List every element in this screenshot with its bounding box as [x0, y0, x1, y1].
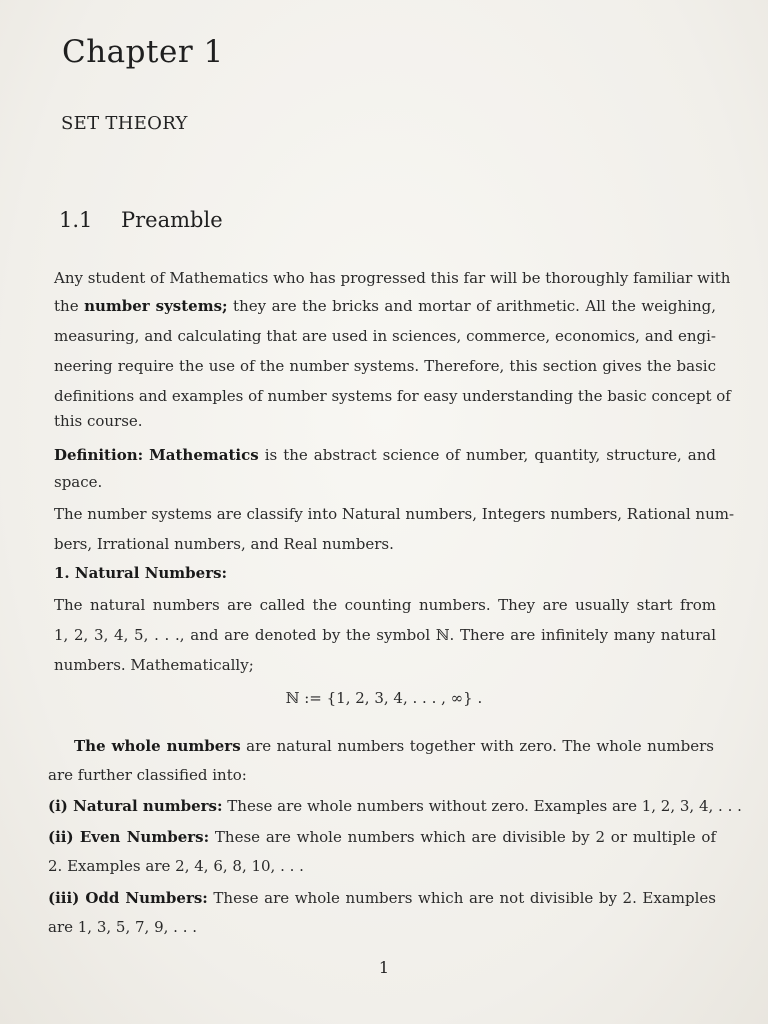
chapter-subtitle: SET THEORY: [61, 113, 188, 134]
mathematics-term: Mathematics: [149, 446, 259, 464]
definition-text: is the abstract science of number, quantity, structure, and: [258, 446, 716, 464]
section-number: 1.1: [59, 208, 93, 232]
preamble-line-3: measuring, and calculating that are used in sciences, commerce, economics, and engi-: [54, 327, 716, 345]
natural-line-1: The natural numbers are called the counting numbers. They are usually start from: [54, 596, 716, 614]
whole-numbers-line: [74, 736, 714, 756]
preamble-line-5: definitions and examples of number systems for easy understanding the basic concept of: [54, 387, 731, 405]
number-systems-term: number systems;: [84, 297, 228, 315]
item-ii: [48, 827, 716, 847]
classify-line-2: bers, Irrational numbers, and Real numbers.: [54, 535, 394, 553]
classify-line-1: The number systems are classify into Natural numbers, Integers numbers, Rational num-: [54, 505, 735, 523]
page-number: 1: [378, 958, 390, 977]
chapter-title: Chapter 1: [62, 34, 224, 70]
item-ii-cont: 2. Examples are 2, 4, 6, 8, 10, . . .: [48, 857, 304, 875]
item-i: [48, 796, 742, 816]
section-heading: [59, 208, 223, 232]
preamble-text: the: [54, 297, 85, 315]
preamble-line-4: neering require the use of the number systems. Therefore, this section gives the basic: [54, 357, 716, 375]
preamble-line-6: this course.: [54, 412, 143, 430]
natural-numbers-formula: ℕ := {1, 2, 3, 4, . . . , ∞} .: [285, 689, 483, 707]
definition-line: [54, 445, 716, 465]
natural-numbers-heading: 1. Natural Numbers:: [54, 564, 228, 582]
section-title: Preamble: [121, 208, 223, 232]
item-i-text: These are whole numbers without zero. Examples are 1, 2, 3, 4, . . .: [222, 797, 742, 815]
whole-numbers-text: are natural numbers together with zero. The whole numbers: [240, 737, 714, 755]
item-i-label: (i) Natural numbers:: [48, 797, 223, 815]
definition-label: Definition:: [54, 446, 144, 464]
whole-numbers-line-2: are further classified into:: [48, 766, 247, 784]
item-ii-label: (ii) Even Numbers:: [48, 828, 210, 846]
item-iii-label: (iii) Odd Numbers:: [48, 889, 208, 907]
definition-line-2: space.: [54, 473, 103, 491]
natural-line-2: 1, 2, 3, 4, 5, . . ., and are denoted by the symbol ℕ. There are infinitely many natural: [54, 626, 716, 644]
item-iii: [48, 888, 716, 908]
item-iii-cont: are 1, 3, 5, 7, 9, . . .: [48, 918, 197, 936]
preamble-line-2: [54, 296, 716, 316]
preamble-line-1: Any student of Mathematics who has progressed this far will be thoroughly familiar with: [54, 269, 731, 287]
whole-numbers-term: The whole numbers: [74, 737, 241, 755]
item-iii-text: These are whole numbers which are not divisible by 2. Examples: [207, 889, 716, 907]
natural-line-3: numbers. Mathematically;: [54, 656, 254, 674]
preamble-text: they are the bricks and mortar of arithmetic. All the weighing,: [227, 297, 716, 315]
item-ii-text: These are whole numbers which are divisible by 2 or multiple of: [209, 828, 716, 846]
